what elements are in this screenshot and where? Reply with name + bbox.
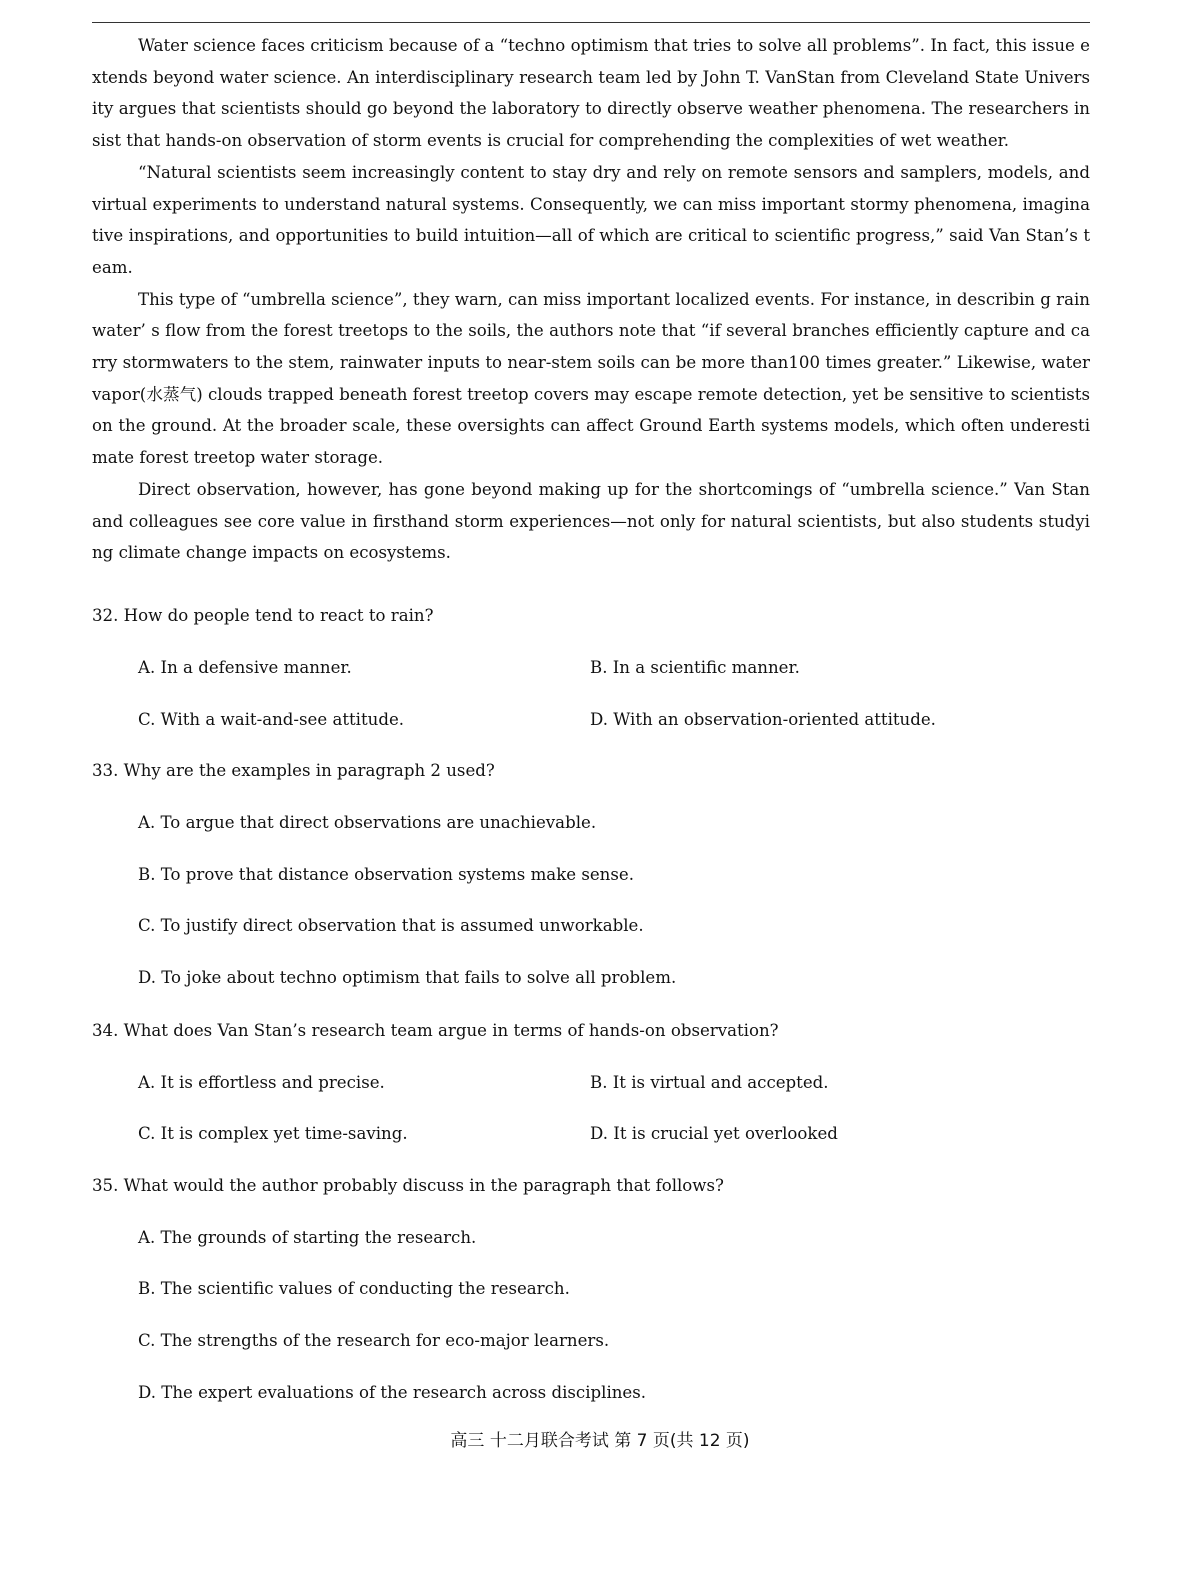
question-35-stem: 35. What would the author probably discuss in the paragraph that follows?	[92, 1176, 724, 1195]
question-34-option-c: C. It is complex yet time-saving.	[138, 1124, 408, 1143]
question-34-option-b: B. It is virtual and accepted.	[590, 1073, 829, 1092]
reading-passage	[92, 30, 1090, 569]
question-35-option-a: A. The grounds of starting the research.	[138, 1228, 477, 1247]
page-footer: 高三 十二月联合考试 第 7 页(共 12 页)	[450, 1431, 750, 1451]
passage-paragraph-3: This type of “umbrella science”, they warn, can miss important localized events. For instance, in describin g rainwater’ s flow from the forest treetops to the soils, the authors note that “if several branches efficiently capture and carry stormwaters to the stem, rainwater inputs to near-stem soils can be more than100 times greater.” Likewise, water vapor(水蒸气) clouds trapped beneath forest treetop covers may escape remote detection, yet be sensitive to scientists on the ground. At the broader scale, these oversights can affect Ground Earth systems models, which often underestimate forest treetop water storage.	[92, 289, 1090, 468]
passage-paragraph-2: “Natural scientists seem increasingly content to stay dry and rely on remote sensors and samplers, models, and virtual experiments to understand natural systems. Consequently, we can miss important stormy phenomena, imaginative inspirations, and opportunities to build intuition—all of which are critical to scientific progress,” said Van Stan’s team.	[92, 162, 1090, 277]
question-34-option-a: A. It is effortless and precise.	[138, 1073, 385, 1092]
top-rule-divider	[92, 22, 1090, 23]
question-32-option-c: C. With a wait-and-see attitude.	[138, 710, 405, 729]
question-32-stem: 32. How do people tend to react to rain?	[92, 606, 434, 625]
passage-paragraph-1: Water science faces criticism because of a “techno optimism that tries to solve all problems”. In fact, this issue extends beyond water science. An interdisciplinary research team led by John T. VanStan from Cleveland State University argues that scientists should go beyond the laboratory to directly observe weather phenomena. The researchers insist that hands-on observation of storm events is crucial for comprehending the complexities of wet weather.	[92, 36, 1090, 151]
question-33-stem: 33. Why are the examples in paragraph 2 used?	[92, 761, 495, 780]
question-32-option-b: B. In a scientific manner.	[590, 658, 800, 677]
question-35-option-c: C. The strengths of the research for eco-major learners.	[138, 1331, 610, 1350]
passage-paragraph-4: Direct observation, however, has gone beyond making up for the shortcomings of “umbrella science.” Van Stan and colleagues see core value in firsthand storm experiences—not only for natural scientists, but also students studying climate change impacts on ecosystems.	[92, 479, 1090, 563]
question-33-option-a: A. To argue that direct observations are unachievable.	[138, 813, 597, 832]
question-34-option-d: D. It is crucial yet overlooked	[590, 1124, 838, 1143]
question-33-option-c: C. To justify direct observation that is assumed unworkable.	[138, 916, 644, 935]
question-34-stem: 34. What does Van Stan’s research team argue in terms of hands-on observation?	[92, 1021, 779, 1040]
question-35-option-b: B. The scientific values of conducting the research.	[138, 1279, 570, 1298]
question-33-option-b: B. To prove that distance observation systems make sense.	[138, 865, 634, 884]
question-35-option-d: D. The expert evaluations of the research across disciplines.	[138, 1383, 647, 1402]
question-33-option-d: D. To joke about techno optimism that fails to solve all problem.	[138, 968, 677, 987]
question-32-option-a: A. In a defensive manner.	[138, 658, 352, 677]
question-32-option-d: D. With an observation-oriented attitude.	[590, 710, 936, 729]
